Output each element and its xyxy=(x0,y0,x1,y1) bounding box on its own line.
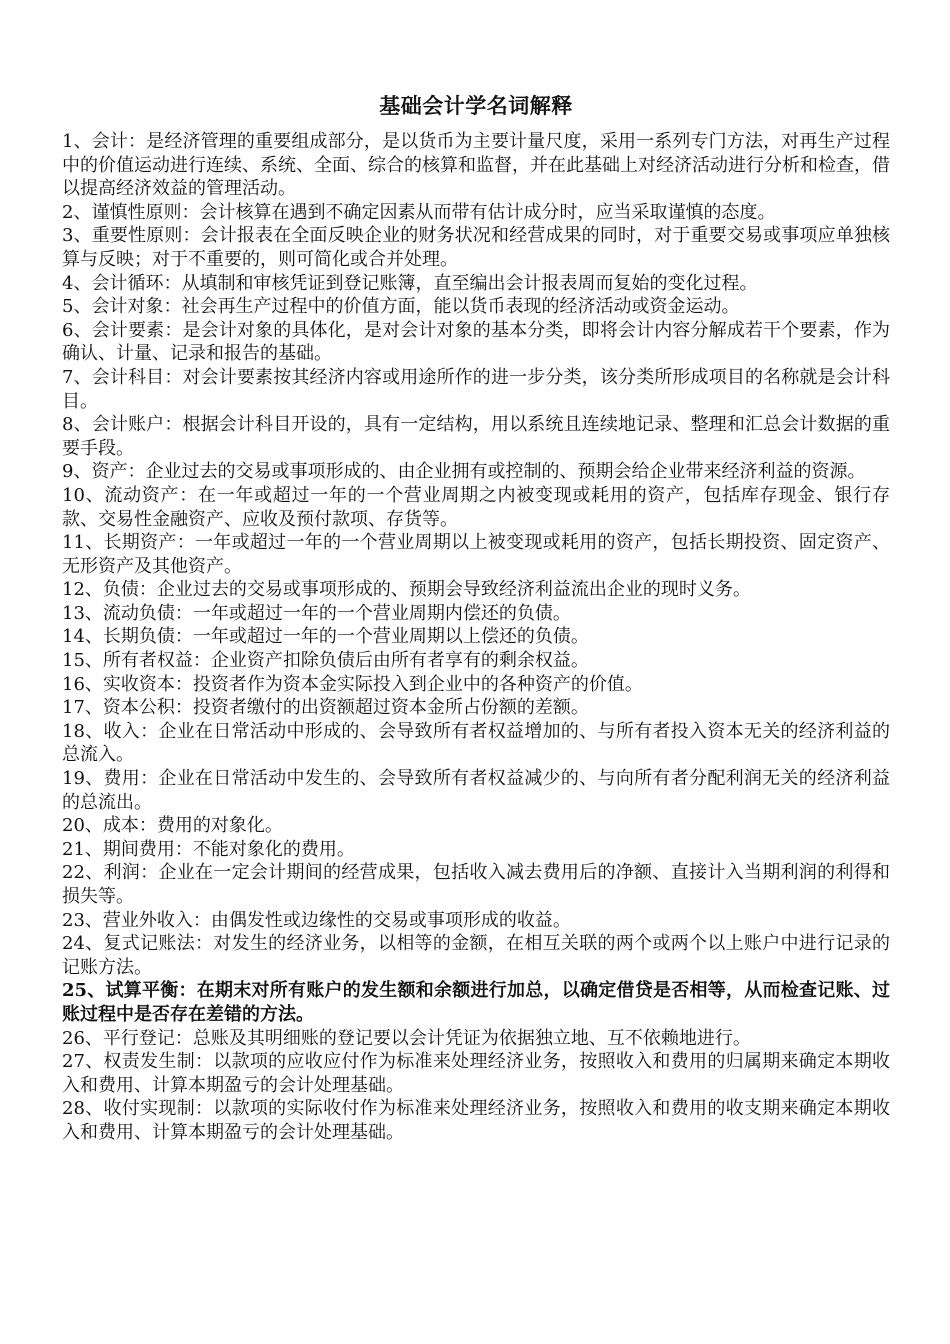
term-entry: 9、资产：企业过去的交易或事项形成的、由企业拥有或控制的、预期会给企业带来经济利益的资源。 xyxy=(62,461,866,483)
term-entry: 18、收入：企业在日常活动中形成的、会导致所有者权益增加的、与所有者投入资本无关的经济利益的总流入。 xyxy=(62,720,890,766)
term-entry: 19、费用：企业在日常活动中发生的、会导致所有者权益减少的、与向所有者分配利润无关的经济利益的总流出。 xyxy=(62,768,890,813)
term-entry: 26、平行登记：总账及其明细账的登记要以会计凭证为依据独立地、互不依赖地进行。 xyxy=(62,1027,751,1049)
term-entry: 1、会计：是经济管理的重要组成部分，是以货币为主要计量尺度，采用一系列专门方法，对再生产过程中的价值运动进行连续、系统、全面、综合的核算和监督，并在此基础上对经济活动进行分析和检查，借以提高经济效益的管理活动。 xyxy=(62,131,890,200)
term-entry: 14、长期负债：一年或超过一年的一个营业周期以上偿还的负债。 xyxy=(62,626,589,648)
term-entry: 8、会计账户：根据会计科目开设的，具有一定结构，用以系统且连续地记录、整理和汇总会计数据的重要手段。 xyxy=(62,414,890,459)
term-entry: 4、会计循环：从填制和审核凭证到登记账簿，直至编出会计报表周而复始的变化过程。 xyxy=(62,272,758,294)
term-list xyxy=(62,130,890,1145)
term-entry: 2、谨慎性原则：会计核算在遇到不确定因素从而带有估计成分时，应当采取谨慎的态度。 xyxy=(62,201,776,223)
term-entry: 10、流动资产：在一年或超过一年的一个营业周期之内被变现或耗用的资产，包括库存现金、银行存款、交易性金融资产、应收及预付款项、存货等。 xyxy=(62,484,890,530)
term-entry: 5、会计对象：社会再生产过程中的价值方面，能以货币表现的经济活动或资金运动。 xyxy=(62,296,740,318)
term-entry: 16、实收资本：投资者作为资本金实际投入到企业中的各种资产的价值。 xyxy=(62,673,643,695)
term-entry: 21、期间费用：不能对象化的费用。 xyxy=(62,838,355,860)
term-entry: 17、资本公积：投资者缴付的出资额超过资本金所占份额的差额。 xyxy=(62,697,589,719)
term-entry: 15、所有者权益：企业资产扣除负债后由所有者享有的剩余权益。 xyxy=(62,650,589,672)
term-entry: 25、试算平衡：在期末对所有账户的发生额和余额进行加总，以确定借贷是否相等，从而检查记账、过账过程中是否存在差错的方法。 xyxy=(62,980,890,1025)
document-title: 基础会计学名词解释 xyxy=(379,93,573,118)
term-entry: 7、会计科目：对会计要素按其经济内容或用途所作的进一步分类，该分类所形成项目的名称就是会计科目。 xyxy=(62,366,890,412)
term-entry: 24、复式记账法：对发生的经济业务，以相等的金额，在相互关联的两个或两个以上账户中进行记录的记账方法。 xyxy=(62,933,890,978)
term-entry: 28、收付实现制：以款项的实际收付作为标准来处理经济业务，按照收入和费用的收支期来确定本期收入和费用、计算本期盈亏的会计处理基础。 xyxy=(62,1098,890,1143)
term-entry: 3、重要性原则：会计报表在全面反映企业的财务状况和经营成果的同时，对于重要交易或事项应单独核算与反映；对于不重要的，则可简化或合并处理。 xyxy=(62,225,890,270)
term-entry: 6、会计要素：是会计对象的具体化，是对会计对象的基本分类，即将会计内容分解成若干个要素，作为确认、计量、记录和报告的基础。 xyxy=(62,319,890,365)
term-entry: 20、成本：费用的对象化。 xyxy=(62,815,283,837)
term-entry: 27、权责发生制：以款项的应收应付作为标准来处理经济业务，按照收入和费用的归属期来确定本期收入和费用、计算本期盈亏的会计处理基础。 xyxy=(62,1051,890,1096)
term-entry: 22、利润：企业在一定会计期间的经营成果，包括收入减去费用后的净额、直接计入当期利润的利得和损失等。 xyxy=(62,862,890,907)
term-entry: 11、长期资产：一年或超过一年的一个营业周期以上被变现或耗用的资产，包括长期投资、固定资产、无形资产及其他资产。 xyxy=(62,532,890,577)
term-entry: 23、营业外收入：由偶发性或边缘性的交易或事项形成的收益。 xyxy=(62,909,571,931)
document-page xyxy=(62,92,890,1145)
term-entry: 12、负债：企业过去的交易或事项形成的、预期会导致经济利益流出企业的现时义务。 xyxy=(62,579,751,601)
term-entry: 13、流动负债：一年或超过一年的一个营业周期内偿还的负债。 xyxy=(62,602,571,624)
